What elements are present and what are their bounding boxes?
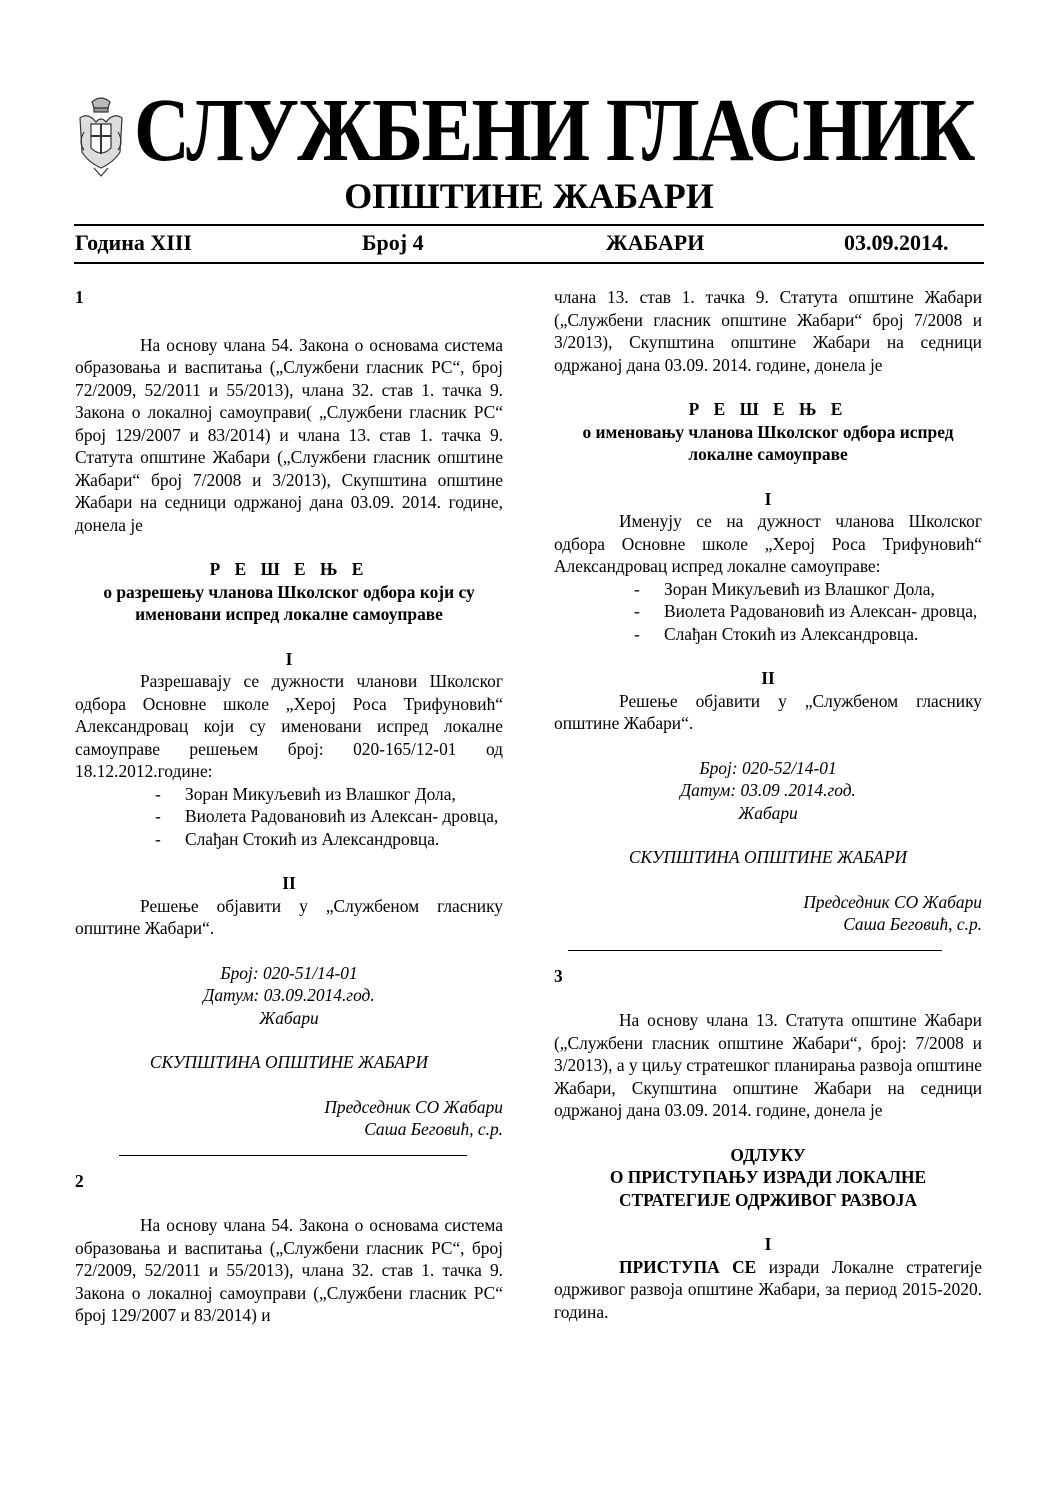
doc3-heading-line: ОДЛУКУ	[730, 1144, 806, 1165]
doc1-heading: Р Е Ш Е Њ Е	[209, 559, 369, 579]
doc2-ref-date: Датум: 03.09 .2014.год.	[680, 780, 856, 800]
list-item: - Слађан Стокић из Александровца.	[155, 828, 440, 849]
doc1-signatory: Саша Беговић, с.р.	[364, 1119, 503, 1139]
doc2-ref-number: Број: 020-52/14-01	[699, 757, 837, 778]
header-rule-top	[74, 224, 984, 226]
doc2-heading: Р Е Ш Е Њ Е	[688, 399, 848, 419]
doc2-ref-place: Жабари	[738, 802, 798, 823]
doc2-subheading: о именовању чланова Школског одбора испред локалне самоуправе	[582, 421, 954, 464]
issue-label: Број 4	[362, 230, 424, 255]
doc3-intro: На основу члана 13. Статута општине Жабари („Службени гласник општине Жабари“, број: 7/2008 и 3/2013), а у циљу стратешког планирања развоја општине Жабари, Скупштина општине Жабари на седници одржаној дана 03.09. 2014. године, донела је	[554, 1010, 982, 1120]
doc2-intro-left: На основу члана 54. Закона о основама система образовања и васпитања („Службени гласник РС“, број 72/2009, 52/2011 и 55/2013), члана 32. став 1. тачка 9. Закона о локалној самоуправи („Службени гласник РС“ број 129/2007 и 83/2014) и	[75, 1215, 503, 1325]
doc1-section-2-text: Решење објавити у „Службеном гласнику општине Жабари“.	[75, 895, 503, 938]
coat-of-arms-icon	[74, 92, 128, 178]
doc2-intro-right: члана 13. став 1. тачка 9. Статута општине Жабари („Службени гласник општине Жабари“ број 7/2008 и 3/2013), Скупштина општине Жабари на седници одржаној дана 03.09. 2014. године, донела је	[554, 287, 982, 375]
doc1-section-2: II	[282, 873, 296, 893]
doc2-section-1-text: Именују се на дужност чланова Школског одбора Основне школе „Херој Роса Трифуновић“ Александровац испред локалне самоуправе:	[554, 511, 982, 576]
doc1-member-list	[75, 783, 503, 851]
doc3-heading-line: О ПРИСТУПАЊУ ИЗРАДИ ЛОКАЛНЕ	[609, 1167, 927, 1187]
doc1-section-1-text: Разрешавају се дужности чланови Школског одбора Основне школе „Херој Роса Трифуновић“ Александровац који су именовани испред локалне самоуправе решењем број: 020-165/12-01 од 18.12.2012.године:	[75, 671, 503, 781]
doc1-subheading: о разрешењу чланова Школског одбора који су именовани испред локалне самоуправе	[103, 581, 475, 624]
list-item: - Зоран Микуљевић из Влашког Дола,	[155, 783, 456, 804]
doc3-section-1-lead: ПРИСТУПА СЕ	[619, 1256, 757, 1277]
gazette-subtitle: ОПШТИНЕ ЖАБАРИ	[344, 176, 714, 216]
doc3-section-1: I	[764, 1234, 772, 1254]
doc1-assembly: СКУПШТИНА ОПШТИНЕ ЖАБАРИ	[149, 1052, 429, 1072]
doc3-section-1-text: ПРИСТУПА СЕ изради Локалне стратегије одрживог развоја општине Жабари, за период 2015-2020. година.	[554, 1256, 982, 1322]
separator	[119, 1155, 467, 1156]
doc2-section-2-text: Решење објавити у „Службеном гласнику општине Жабари“.	[554, 690, 982, 733]
list-item: - Виолета Радовановић из Алексан- дровца,	[155, 806, 499, 826]
doc1-president: Председник СО Жабари	[324, 1096, 503, 1117]
separator	[568, 950, 942, 951]
doc1-section-1: I	[285, 648, 293, 669]
doc2-signatory: Саша Беговић, с.р.	[843, 914, 982, 934]
doc2-member-list	[554, 578, 982, 646]
gazette-title: СЛУЖБЕНИ ГЛАСНИК	[134, 81, 974, 180]
doc3-heading-line: СТРАТЕГИЈЕ ОДРЖИВОГ РАЗВОЈА	[619, 1189, 917, 1210]
doc1-ref-date: Датум: 03.09.2014.год.	[203, 985, 375, 1005]
doc2-section-1: I	[764, 488, 772, 509]
right-column	[554, 282, 982, 1323]
list-item: - Зоран Микуљевић из Влашког Дола,	[634, 578, 935, 599]
doc1-ref-number: Број: 020-51/14-01	[220, 962, 358, 983]
year-label: Година XIII	[75, 230, 192, 255]
doc2-section-2: II	[761, 668, 775, 688]
doc1-number: 1	[75, 287, 84, 307]
doc2-number: 2	[75, 1170, 84, 1191]
doc2-assembly: СКУПШТИНА ОПШТИНЕ ЖАБАРИ	[628, 847, 908, 867]
doc1-intro: На основу члана 54. Закона о основама система образовања и васпитања („Службени гласник РС“, број 72/2009, 52/2011 и 55/2013), члана 32. став 1. тачка 9. Закона о локалној самоуправи( „Службени гласник РС“ број 129/2007 и 83/2014) и члана 13. став 1. тачка 9. Статута општине Жабари („Службени гласник општине Жабари“ број 7/2008 и 3/2013), Скупштина општине Жабари на седници одржаној дана 03.09. 2014. године, донела је	[75, 334, 503, 535]
doc2-president: Председник СО Жабари	[803, 891, 982, 912]
list-item: - Слађан Стокић из Александровца.	[634, 623, 919, 644]
header-rule-bottom	[74, 262, 984, 264]
place-label: ЖАБАРИ	[606, 230, 705, 255]
list-item: - Виолета Радовановић из Алексан- дровца,	[634, 601, 978, 621]
doc3-number: 3	[554, 965, 563, 986]
left-column	[75, 282, 503, 1327]
doc1-ref-place: Жабари	[259, 1007, 319, 1028]
date-label: 03.09.2014.	[844, 230, 949, 255]
